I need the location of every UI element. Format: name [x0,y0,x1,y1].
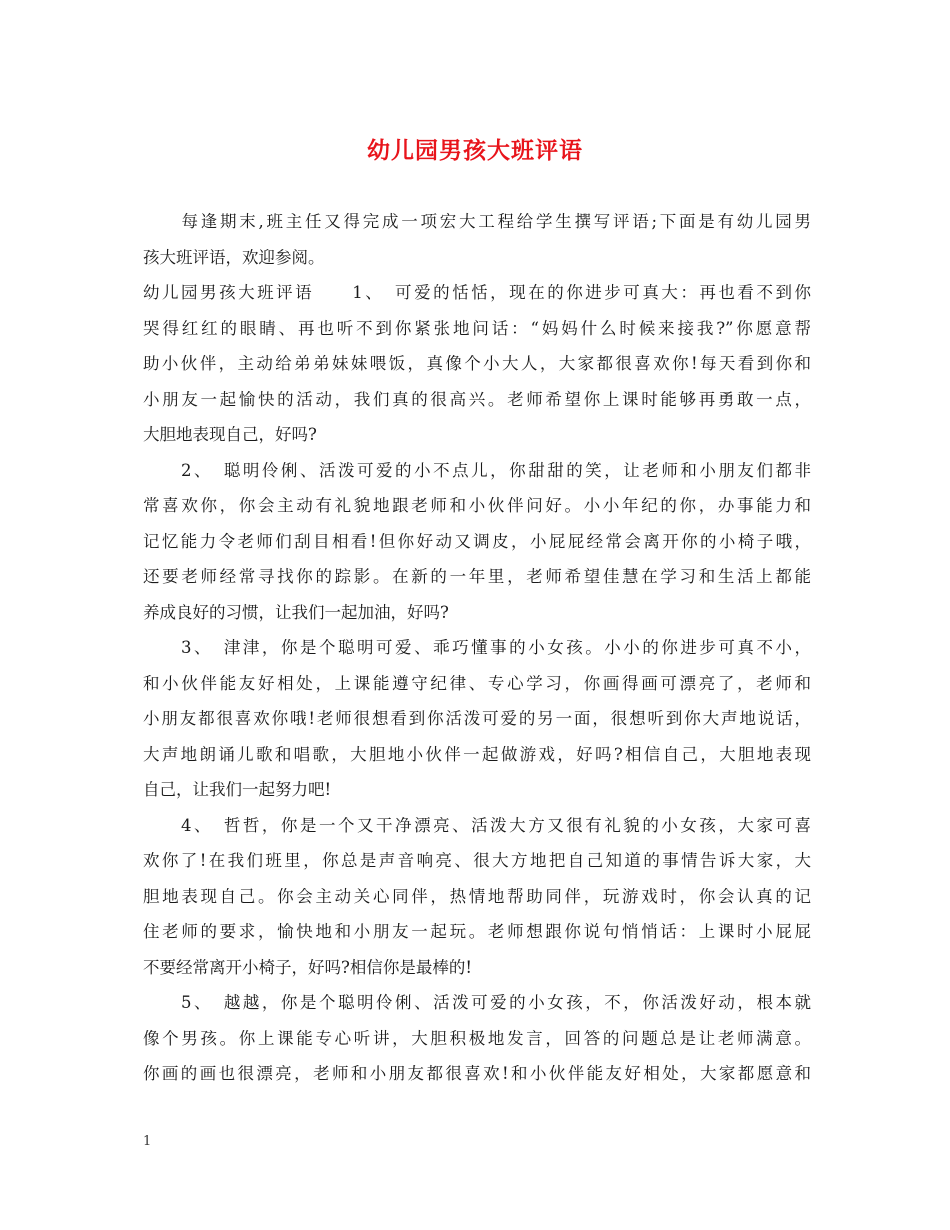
text-line: 3、 津津，你是个聪明可爱、乖巧懂事的小女孩。小小的你进步可真不小， [143,638,811,657]
text-line: 助小伙伴，主动给弟弟妹妹喂饭，真像个小大人，大家都很喜欢你!每天看到你和 [143,354,811,373]
text-line: 常喜欢你，你会主动有礼貌地跟老师和小伙伴问好。小小年纪的你，办事能力和 [143,496,811,515]
text-line: 不要经常离开小椅子，好吗?相信你是最棒的! [143,957,472,977]
text-line: 哭得红红的眼睛、再也听不到你紧张地问话：“妈妈什么时候来接我?”你愿意帮 [143,318,811,338]
text-line: 胆地表现自己。你会主动关心同伴，热情地帮助同伴，玩游戏时，你会认真的记 [143,886,811,906]
text-line: 大胆地表现自己，好吗? [143,425,317,444]
text-line: 住老师的要求，愉快地和小朋友一起玩。老师想跟你说句悄悄话：上课时小屁屁 [143,922,811,941]
text-line: 和小伙伴能友好相处，上课能遵守纪律、专心学习，你画得画可漂亮了，老师和 [143,673,811,693]
text-line: 自己，让我们一起努力吧! [143,780,332,799]
text-line: 养成良好的习惯，让我们一起加油，好吗? [143,602,449,622]
document-title: 幼儿园男孩大班评语 [367,137,583,164]
text-line: 大声地朗诵儿歌和唱歌，大胆地小伙伴一起做游戏，好吗?相信自己，大胆地表现 [143,744,811,764]
page-number: 1 [143,1134,152,1149]
text-line: 小朋友一起愉快的活动，我们真的很高兴。老师希望你上课时能够再勇敢一点， [143,389,811,409]
document-body [143,204,811,1092]
text-line: 孩大班评语，欢迎参阅。 [143,247,325,267]
text-line: 像个男孩。你上课能专心听讲，大胆积极地发言，回答的问题总是让老师满意。 [143,1028,811,1048]
text-line: 还要老师经常寻找你的踪影。在新的一年里，老师希望佳慧在学习和生活上都能 [143,567,811,586]
text-line: 4、 哲哲，你是一个又干净漂亮、活泼大方又很有礼貌的小女孩，大家可喜 [143,815,811,835]
text-line: 每逢期末,班主任又得完成一项宏大工程给学生撰写评语;下面是有幼儿园男 [143,212,811,231]
text-line: 5、 越越，你是个聪明伶俐、活泼可爱的小女孩，不，你活泼好动，根本就 [143,993,811,1012]
text-line: 2、 聪明伶俐、活泼可爱的小不点儿，你甜甜的笑，让老师和小朋友们都非 [143,460,811,480]
text-line: 幼儿园男孩大班评语 1、 可爱的恬恬，现在的你进步可真大：再也看不到你 [143,283,811,302]
text-line: 你画的画也很漂亮，老师和小朋友都很喜欢!和小伙伴能友好相处，大家都愿意和 [143,1064,811,1083]
text-line: 欢你了!在我们班里，你总是声音响亮、很大方地把自己知道的事情告诉大家，大 [143,851,811,870]
text-line: 小朋友都很喜欢你哦!老师很想看到你活泼可爱的另一面，很想听到你大声地说话， [143,709,811,728]
text-line: 记忆能力令老师们刮目相看!但你好动又调皮，小屁屁经常会离开你的小椅子哦， [143,531,811,551]
